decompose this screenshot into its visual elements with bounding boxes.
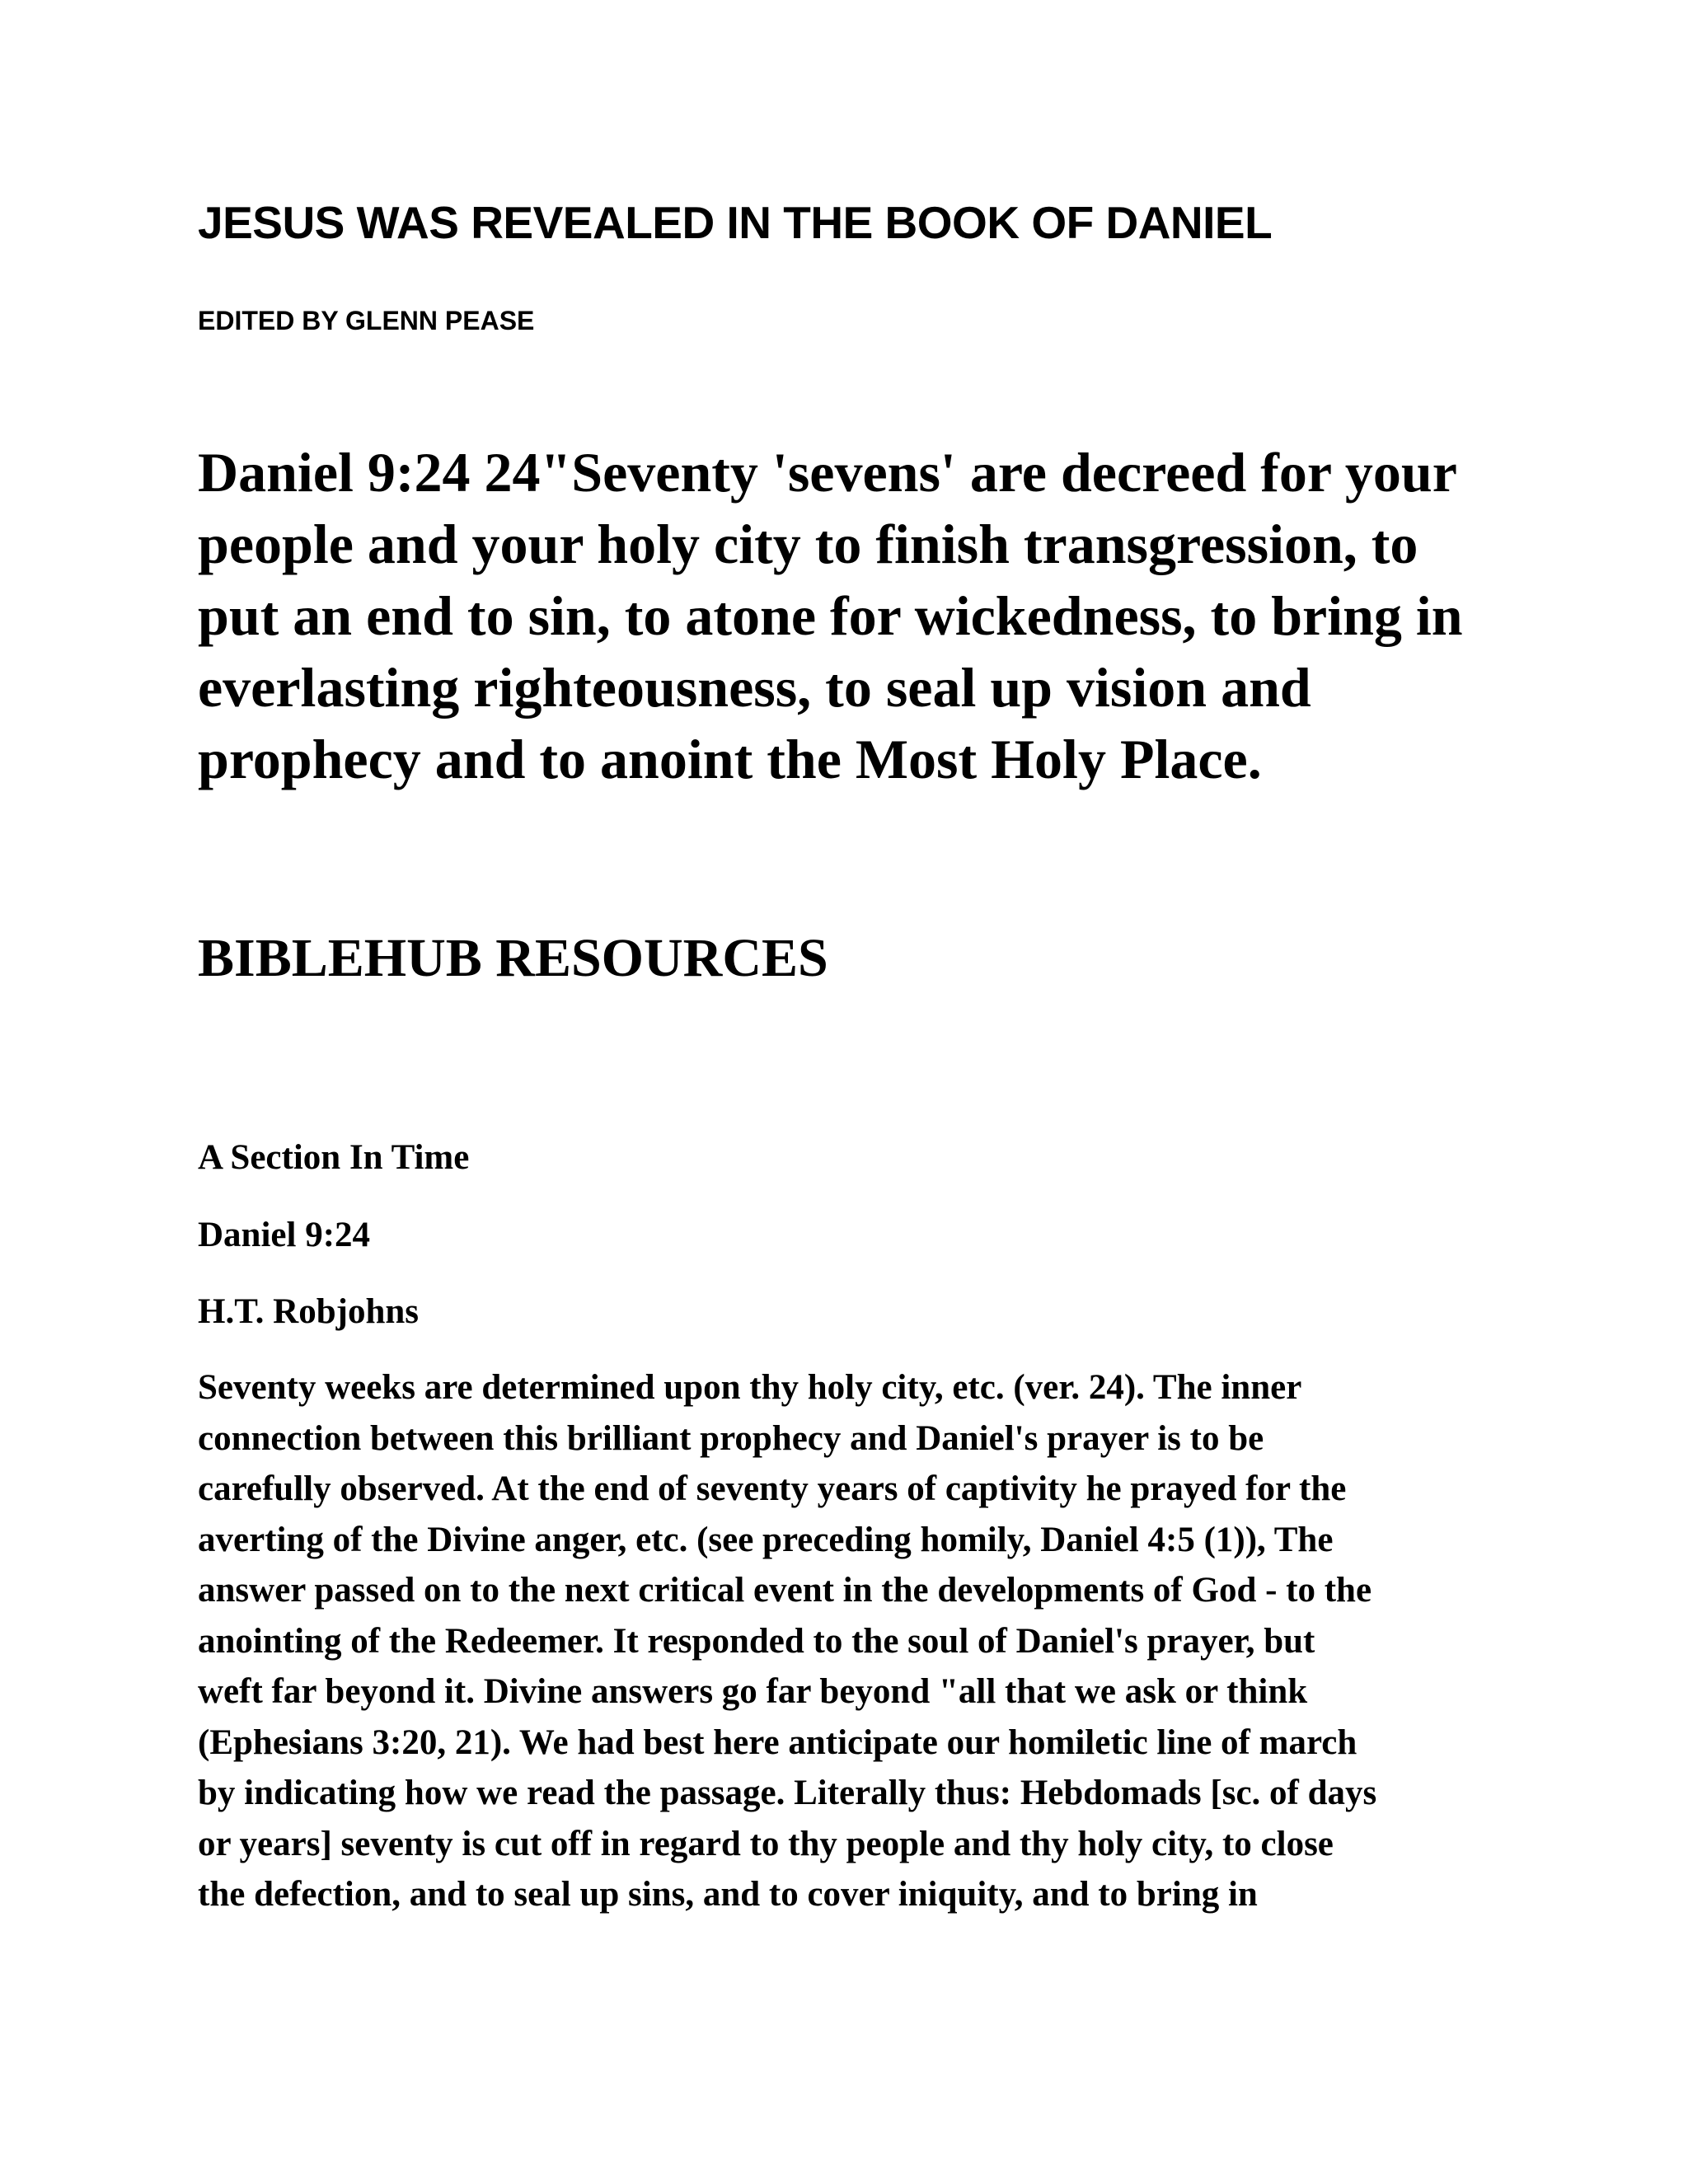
entry-body bbox=[198, 1362, 1533, 1920]
section-heading: BIBLEHUB RESOURCES bbox=[198, 928, 828, 988]
body-line: the defection, and to seal up sins, and to cover iniquity, and to bring in bbox=[198, 1875, 1258, 1914]
body-line: anointing of the Redeemer. It responded to the soul of Daniel's prayer, but bbox=[198, 1621, 1315, 1661]
body-line: or years] seventy is cut off in regard to thy people and thy holy city, to close bbox=[198, 1824, 1334, 1863]
scripture-verse bbox=[198, 437, 1533, 795]
document-title: JESUS WAS REVEALED IN THE BOOK OF DANIEL bbox=[198, 197, 1273, 248]
body-line: averting of the Divine anger, etc. (see preceding homily, Daniel 4:5 (1)), The bbox=[198, 1520, 1334, 1559]
verse-line: prophecy and to anoint the Most Holy Place. bbox=[198, 728, 1262, 790]
body-line: connection between this brilliant prophecy and Daniel's prayer is to be bbox=[198, 1418, 1264, 1458]
verse-line: people and your holy city to finish transgression, to bbox=[198, 513, 1418, 575]
document-page bbox=[198, 0, 1550, 2184]
verse-line: everlasting righteousness, to seal up vision and bbox=[198, 656, 1311, 719]
body-line: carefully observed. At the end of seventy years of captivity he prayed for the bbox=[198, 1469, 1347, 1508]
body-line: (Ephesians 3:20, 21). We had best here anticipate our homiletic line of march bbox=[198, 1722, 1357, 1762]
body-line: answer passed on to the next critical event in the developments of God - to the bbox=[198, 1571, 1372, 1610]
body-line: by indicating how we read the passage. Literally thus: Hebdomads [sc. of days bbox=[198, 1774, 1377, 1812]
verse-line: put an end to sin, to atone for wickedness, to bring in bbox=[198, 584, 1463, 647]
body-line: weft far beyond it. Divine answers go far beyond "all that we ask or think bbox=[198, 1672, 1308, 1711]
entry-reference: Daniel 9:24 bbox=[198, 1216, 371, 1254]
document-editor: EDITED BY GLENN PEASE bbox=[198, 306, 535, 335]
body-line: Seventy weeks are determined upon thy holy city, etc. (ver. 24). The inner bbox=[198, 1368, 1302, 1407]
verse-line: Daniel 9:24 24"Seventy 'sevens' are decreed for your bbox=[198, 441, 1457, 504]
entry-author: H.T. Robjohns bbox=[198, 1292, 420, 1331]
entry-title: A Section In Time bbox=[198, 1138, 470, 1177]
